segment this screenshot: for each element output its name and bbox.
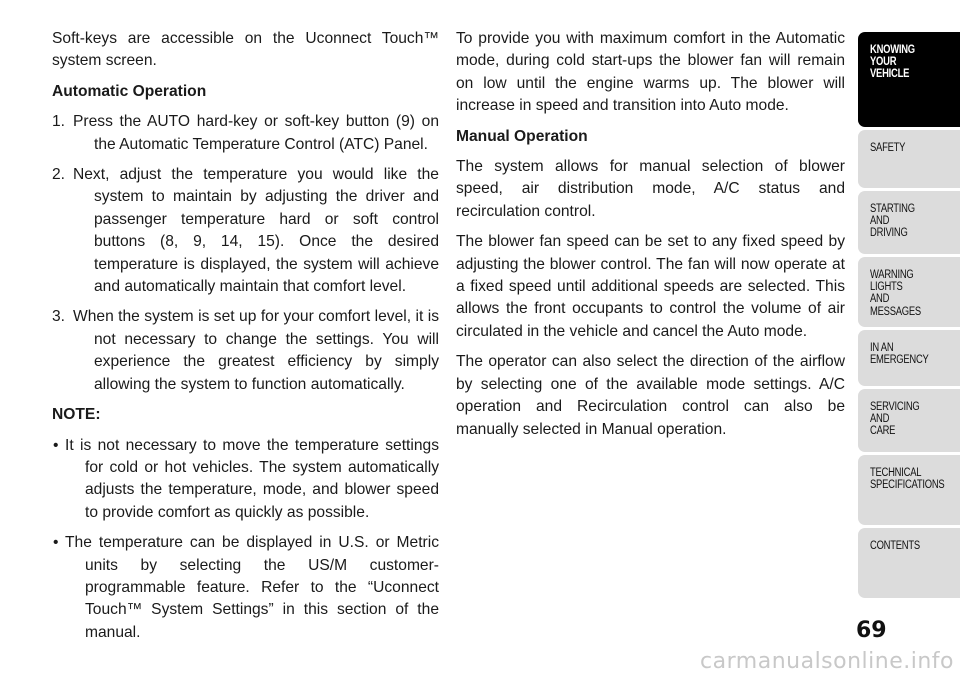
list-item	[52, 532, 439, 644]
tab-label: SERVICING AND CARE	[870, 401, 920, 438]
tab-safety[interactable]	[858, 130, 960, 188]
tab-label: SAFETY	[870, 142, 906, 154]
tab-warning-lights-and-messages[interactable]	[858, 257, 960, 327]
manual-paragraph-1: The system allows for manual selection of blower speed, air distribution mode, A/C status and recirculation control.	[456, 158, 845, 220]
tab-label: KNOWING YOUR VEHICLE	[870, 44, 915, 81]
automatic-steps-list	[52, 111, 439, 396]
tab-label: TECHNICAL SPECIFICATIONS	[870, 467, 945, 492]
bullet-icon: •	[53, 436, 59, 454]
step-text: Next, adjust the temperature you would like the system to maintain by adjusting the driver and passenger temperature hard or soft control buttons (8, 9, 14, 15). Once the desired temperature is displayed, the system will achieve and automatically maintain that comfort level.	[73, 166, 439, 296]
list-item	[52, 164, 439, 298]
tab-label: IN AN EMERGENCY	[870, 342, 929, 367]
page-number: 69	[856, 618, 887, 643]
step-text: When the system is set up for your comfort level, it is not necessary to change the settings. You will experience the greatest efficiency by simply allowing the system to function automatically.	[73, 308, 439, 393]
step-number: 2.	[52, 166, 66, 184]
tab-label: CONTENTS	[870, 540, 920, 552]
tab-in-an-emergency[interactable]	[858, 330, 960, 386]
manual-paragraph-2: The blower fan speed can be set to any fixed speed by adjusting the blower control. The fan will now operate at a fixed speed until additional speeds are selected. This allows the front occupants to control the volume of air circulated in the vehicle and cancel the Auto mode.	[456, 233, 845, 340]
section-tabs	[858, 32, 960, 601]
tab-servicing-and-care[interactable]	[858, 389, 960, 452]
watermark: carmanualsonline.info	[700, 649, 954, 674]
tab-contents[interactable]	[858, 528, 960, 598]
automatic-operation-heading: Automatic Operation	[52, 82, 207, 100]
intro-paragraph: Soft-keys are accessible on the Uconnect Touch™ system screen.	[52, 30, 439, 70]
manual-paragraph-3: The operator can also select the direction of the airflow by selecting one of the available mode settings. A/C operation and Recirculation control can also be manually selected in Manual operation.	[456, 353, 845, 438]
list-item	[52, 111, 439, 156]
list-item	[52, 435, 439, 525]
note-text: The temperature can be displayed in U.S. or Metric units by selecting the US/M customer-programmable feature. Refer to the “Uconnect Touch™ System Settings” in this section of the manual.	[65, 534, 439, 641]
tab-knowing-your-vehicle[interactable]	[858, 32, 960, 127]
left-column	[52, 28, 439, 652]
note-text: It is not necessary to move the temperature settings for cold or hot vehicles. The system automatically adjusts the temperature, mode, and blower speed to provide comfort as quickly as possible.	[65, 436, 439, 521]
tab-label: STARTING AND DRIVING	[870, 203, 915, 240]
notes-list	[52, 435, 439, 645]
auto-mode-paragraph: To provide you with maximum comfort in the Automatic mode, during cold start-ups the blower fan will remain on low until the engine warms up. The blower will increase in speed and transition into Auto mode.	[456, 30, 845, 115]
tab-technical-specifications[interactable]	[858, 455, 960, 525]
right-column	[456, 28, 845, 449]
manual-operation-heading: Manual Operation	[456, 127, 588, 145]
tab-starting-and-driving[interactable]	[858, 191, 960, 254]
tab-label: WARNING LIGHTS AND MESSAGES	[870, 269, 921, 318]
step-text: Press the AUTO hard-key or soft-key button (9) on the Automatic Temperature Control (ATC) Panel.	[73, 113, 439, 153]
step-number: 1.	[52, 113, 66, 131]
step-number: 3.	[52, 308, 66, 326]
note-heading: NOTE:	[52, 406, 101, 424]
bullet-icon: •	[53, 534, 59, 552]
list-item	[52, 306, 439, 396]
